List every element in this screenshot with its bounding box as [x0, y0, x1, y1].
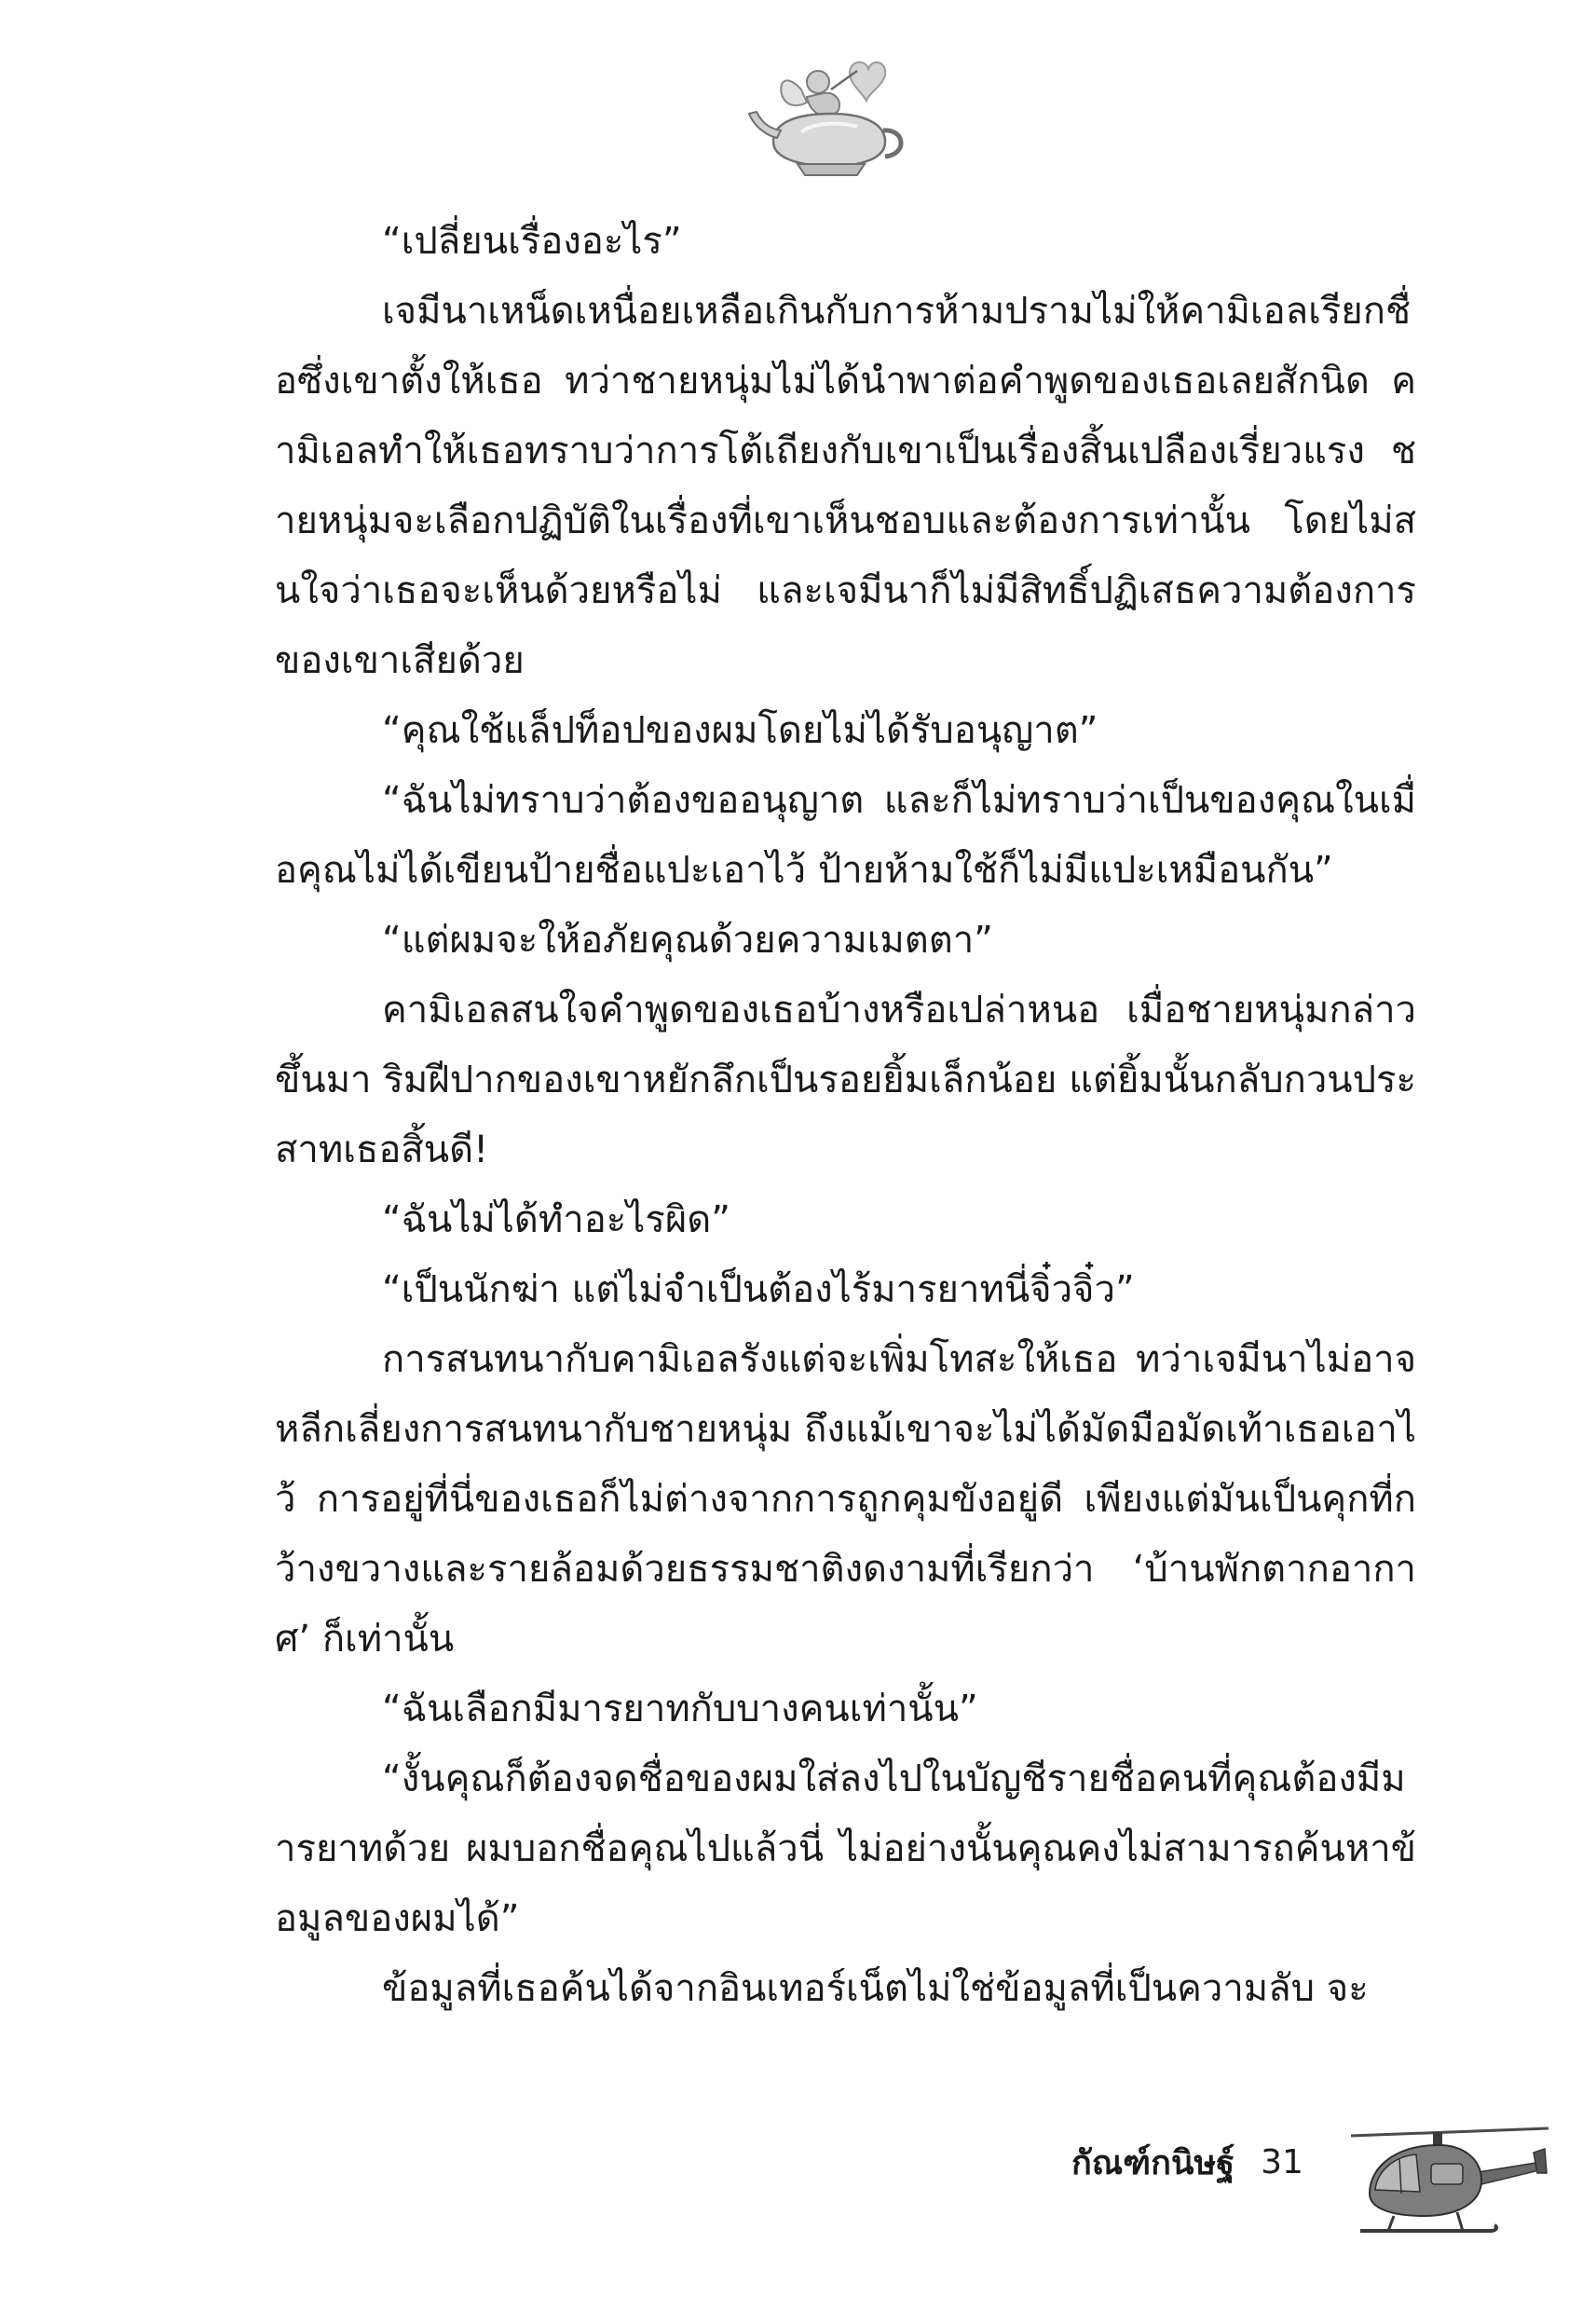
paragraph: “งั้นคุณก็ต้องจดชื่อของผมใส่ลงไปในบัญชีรายชื่อคนที่คุณต้องมีมารยาทด้วย ผมบอกชื่อคุณไปแล้วนี่ ไม่อย่างนั้นคุณคงไม่สามารถค้นหาข้อมูลของผมได้” — [275, 1757, 1416, 1940]
page-number: 31 — [1261, 2142, 1303, 2181]
paragraph: การสนทนากับคามิเอลรังแต่จะเพิ่มโทสะให้เธอ ทว่าเจมีนาไม่อาจหลีกเลี่ยงการสนทนากับชายหนุ่ม ถึงแม้เขาจะไม่ได้มัดมือมัดเท้าเธอเอาไว้ การอยู่ที่นี่ของเธอก็ไม่ต่างจากการถูกคุมขังอยู่ดี เพียงแต่มันเป็นคุกที่กว้างขวางและรายล้อมด้วยธรรมชาติงดงามที่เรียกว่า ‘บ้านพักตากอากาศ’ ก็เท่านั้น — [275, 1338, 1416, 1661]
paragraph: “เปลี่ยนเรื่องอะไร” — [382, 220, 682, 263]
paragraph: เจมีนาเหน็ดเหนื่อยเหลือเกินกับการห้ามปรามไม่ให้คามิเอลเรียกชื่อซึ่งเขาตั้งให้เธอ ทว่าชายหนุ่มไม่ได้นำพาต่อคำพูดของเธอเลยสักนิด คามิเอลทำให้เธอทราบว่าการโต้เถียงกับเขาเป็นเรื่องสิ้นเปลืองเรี่ยวแรง ชายหนุ่มจะเลือกปฏิบัติในเรื่องที่เขาเห็นชอบและต้องการเท่านั้น โดยไม่สนใจว่าเธอจะเห็นด้วยหรือไม่ และเจมีนาก็ไม่มีสิทธิ์ปฏิเสธความต้องการของเขาเสียด้วย — [275, 290, 1416, 682]
page-body — [275, 207, 1416, 2024]
paragraph: “คุณใช้แล็ปท็อปของผมโดยไม่ได้รับอนุญาต” — [382, 709, 1098, 752]
helicopter-icon — [1342, 2115, 1556, 2246]
paragraph: คามิเอลสนใจคำพูดของเธอบ้างหรือเปล่าหนอ เมื่อชายหนุ่มกล่าวขึ้นมา ริมฝีปากของเขาหยักลึกเป็นรอยยิ้มเล็กน้อย แต่ยิ้มนั้นกลับกวนประสาทเธอสิ้นดี! — [275, 989, 1416, 1171]
paragraph: ข้อมูลที่เธอค้นได้จากอินเทอร์เน็ตไม่ใช่ข้อมูลที่เป็นความลับ จะ — [382, 1967, 1369, 2010]
teapot-cherub-ornament-icon — [745, 45, 913, 185]
paragraph: “ฉันไม่ได้ทำอะไรผิด” — [382, 1198, 730, 1241]
page-footer — [1071, 2134, 1303, 2190]
paragraph: “ฉันไม่ทราบว่าต้องขออนุญาต และก็ไม่ทราบว่าเป็นของคุณในเมื่อคุณไม่ได้เขียนป้ายชื่อแปะเอาไว้ ป้ายห้ามใช้ก็ไม่มีแปะเหมือนกัน” — [275, 779, 1416, 892]
footer-author: กัณฑ์กนิษฐ์ — [1071, 2143, 1235, 2182]
paragraph: “แต่ผมจะให้อภัยคุณด้วยความเมตตา” — [382, 919, 993, 962]
paragraph: “เป็นนักฆ่า แต่ไม่จำเป็นต้องไร้มารยาทนี่จิ๋วจิ๋ว” — [382, 1268, 1135, 1311]
paragraph: “ฉันเลือกมีมารยาทกับบางคนเท่านั้น” — [382, 1688, 978, 1730]
